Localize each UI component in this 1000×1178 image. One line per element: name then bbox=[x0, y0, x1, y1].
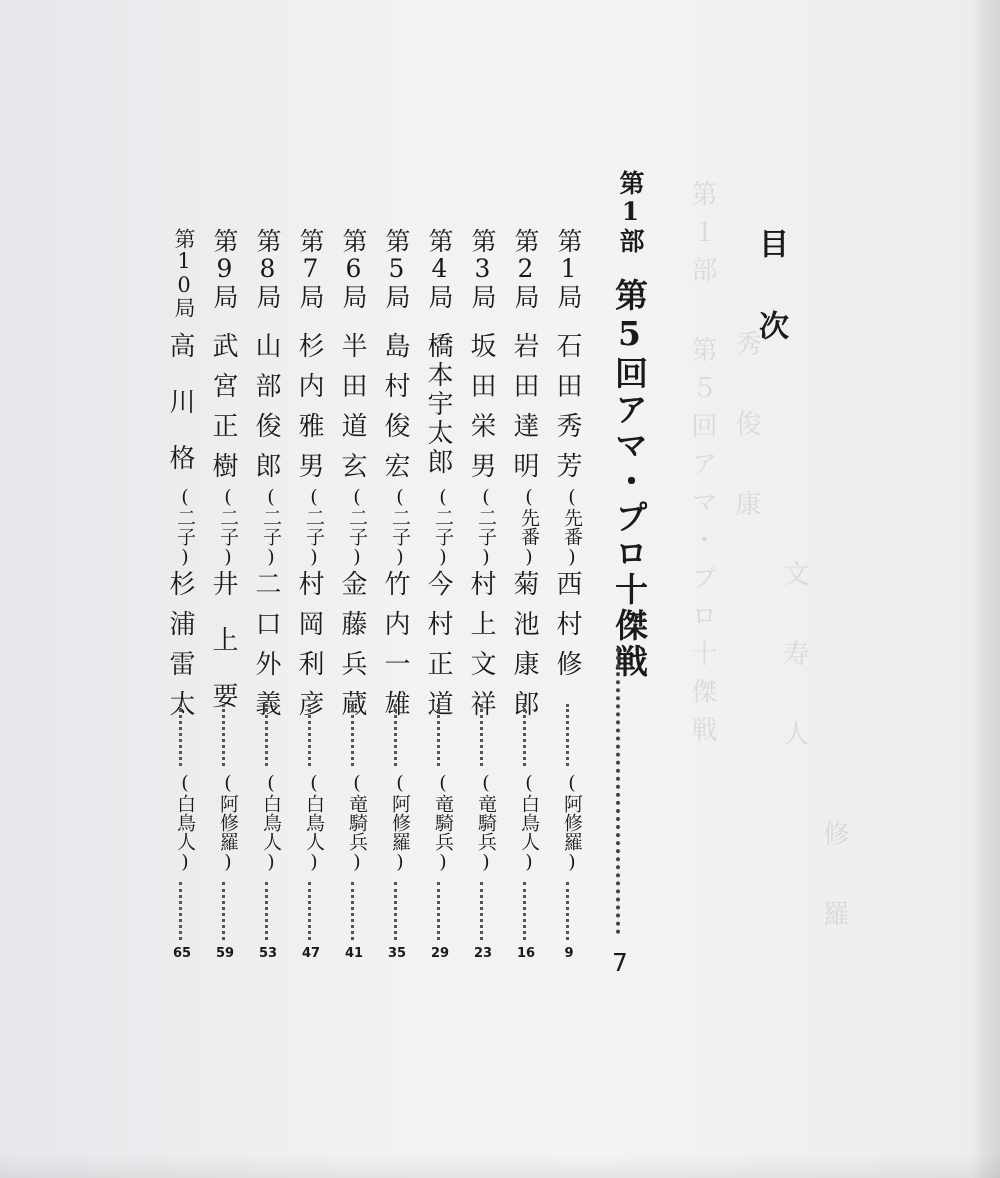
commentator-name: (白鳥人) bbox=[303, 772, 325, 873]
game-number: 第7局 bbox=[296, 228, 325, 310]
amateur-player-name: 菊池康郎 bbox=[509, 570, 539, 730]
pro-player-name: 島村俊宏 bbox=[380, 332, 410, 492]
toc-entry-game-2[interactable] bbox=[509, 228, 543, 988]
amateur-player-name: 竹内一雄 bbox=[380, 570, 410, 730]
game-number: 第8局 bbox=[253, 228, 282, 310]
toc-entry-game-5[interactable] bbox=[380, 228, 414, 988]
amateur-player-name: 杉浦雷太 bbox=[165, 570, 195, 730]
page-number: 47 bbox=[301, 946, 321, 961]
commentator-name: (白鳥人) bbox=[174, 772, 196, 873]
leader-dots bbox=[222, 704, 225, 766]
leader-dots bbox=[351, 704, 354, 766]
handicap-label: (二子) bbox=[303, 486, 325, 568]
page-number: 35 bbox=[387, 946, 407, 961]
amateur-player-name: 今村正道 bbox=[423, 570, 453, 730]
commentator-name: (白鳥人) bbox=[260, 772, 282, 873]
pro-player-name: 坂田栄男 bbox=[466, 332, 496, 492]
toc-entry-game-3[interactable] bbox=[466, 228, 500, 988]
toc-title: 目次 bbox=[753, 228, 788, 392]
leader-dots bbox=[523, 704, 526, 766]
page-number: 59 bbox=[215, 946, 235, 961]
handicap-label: (二子) bbox=[475, 486, 497, 568]
page-number: 53 bbox=[258, 946, 278, 961]
game-number: 第5局 bbox=[382, 228, 411, 310]
leader-dots bbox=[265, 704, 268, 766]
show-through-text: 修 羅 bbox=[819, 820, 849, 938]
leader-dots bbox=[308, 704, 311, 766]
pro-player-name: 高川格 bbox=[165, 332, 195, 500]
amateur-player-name: 西村修 bbox=[552, 570, 582, 690]
leader-dots bbox=[222, 882, 225, 940]
handicap-label: (先番) bbox=[561, 486, 583, 568]
leader-dots bbox=[437, 882, 440, 940]
leader-dots bbox=[179, 704, 182, 766]
amateur-player-name: 二口外義 bbox=[251, 570, 281, 730]
handicap-label: (二子) bbox=[389, 486, 411, 568]
commentator-name: (白鳥人) bbox=[518, 772, 540, 873]
game-number: 第2局 bbox=[511, 228, 540, 310]
pro-player-name: 石田秀芳 bbox=[552, 332, 582, 492]
handicap-label: (二子) bbox=[346, 486, 368, 568]
game-number: 第10局 bbox=[172, 228, 196, 318]
commentator-name: (竜騎兵) bbox=[475, 772, 497, 873]
toc-entry-game-8[interactable] bbox=[251, 228, 285, 988]
part-label: 第1部 bbox=[616, 170, 645, 255]
game-number: 第3局 bbox=[468, 228, 497, 310]
page-number: 16 bbox=[516, 946, 536, 961]
game-number: 第4局 bbox=[425, 228, 454, 310]
handicap-label: (二子) bbox=[174, 486, 196, 568]
leader-dots bbox=[394, 882, 397, 940]
leader-dots bbox=[308, 882, 311, 940]
commentator-name: (阿修羅) bbox=[389, 772, 411, 873]
part-leader-dots bbox=[616, 648, 620, 934]
amateur-player-name: 井上要 bbox=[208, 570, 238, 738]
leader-dots bbox=[566, 704, 569, 766]
toc-entry-game-4[interactable] bbox=[423, 228, 457, 988]
game-number: 第1局 bbox=[554, 228, 583, 310]
leader-dots bbox=[480, 882, 483, 940]
game-number: 第6局 bbox=[339, 228, 368, 310]
page-number: 9 bbox=[564, 946, 574, 961]
pro-player-name: 武宮正樹 bbox=[208, 332, 238, 492]
part-page-number: 7 bbox=[612, 948, 628, 977]
pro-player-name: 岩田達明 bbox=[509, 332, 539, 492]
toc-entry-game-1[interactable] bbox=[552, 228, 586, 988]
leader-dots bbox=[179, 882, 182, 940]
leader-dots bbox=[437, 704, 440, 766]
page-number: 29 bbox=[430, 946, 450, 961]
pro-player-name: 橋本宇太郎 bbox=[423, 332, 453, 477]
toc-entry-game-6[interactable] bbox=[337, 228, 371, 988]
leader-dots bbox=[480, 704, 483, 766]
handicap-label: (二子) bbox=[217, 486, 239, 568]
amateur-player-name: 村上文祥 bbox=[466, 570, 496, 730]
show-through-text: 文 寿 人 bbox=[779, 560, 809, 758]
pro-player-name: 半田道玄 bbox=[337, 332, 367, 492]
part-title: 第5回アマ・プロ十傑戦 bbox=[610, 278, 649, 680]
pro-player-name: 山部俊郎 bbox=[251, 332, 281, 492]
game-number: 第9局 bbox=[210, 228, 239, 310]
page-number: 65 bbox=[172, 946, 192, 961]
handicap-label: (二子) bbox=[260, 486, 282, 568]
page-number: 41 bbox=[344, 946, 364, 961]
page-number: 23 bbox=[473, 946, 493, 961]
leader-dots bbox=[394, 704, 397, 766]
commentator-name: (阿修羅) bbox=[561, 772, 583, 873]
commentator-name: (竜騎兵) bbox=[346, 772, 368, 873]
amateur-player-name: 村岡利彦 bbox=[294, 570, 324, 730]
page-edge-shadow bbox=[972, 0, 1000, 1178]
pro-player-name: 杉内雅男 bbox=[294, 332, 324, 492]
leader-dots bbox=[265, 882, 268, 940]
toc-entry-game-9[interactable] bbox=[208, 228, 242, 988]
leader-dots bbox=[523, 882, 526, 940]
commentator-name: (阿修羅) bbox=[217, 772, 239, 873]
amateur-player-name: 金藤兵蔵 bbox=[337, 570, 367, 730]
leader-dots bbox=[351, 882, 354, 940]
show-through-text: 秀 俊 康 bbox=[731, 330, 761, 528]
toc-entry-game-7[interactable] bbox=[294, 228, 328, 988]
leader-dots bbox=[566, 882, 569, 940]
commentator-name: (竜騎兵) bbox=[432, 772, 454, 873]
handicap-label: (二子) bbox=[432, 486, 454, 568]
handicap-label: (先番) bbox=[518, 486, 540, 568]
page-edge-shadow bbox=[0, 1154, 1000, 1178]
show-through-text: 第１部 第５回アマ・プロ十傑戦 bbox=[687, 180, 717, 754]
toc-entry-game-10[interactable] bbox=[165, 228, 199, 988]
